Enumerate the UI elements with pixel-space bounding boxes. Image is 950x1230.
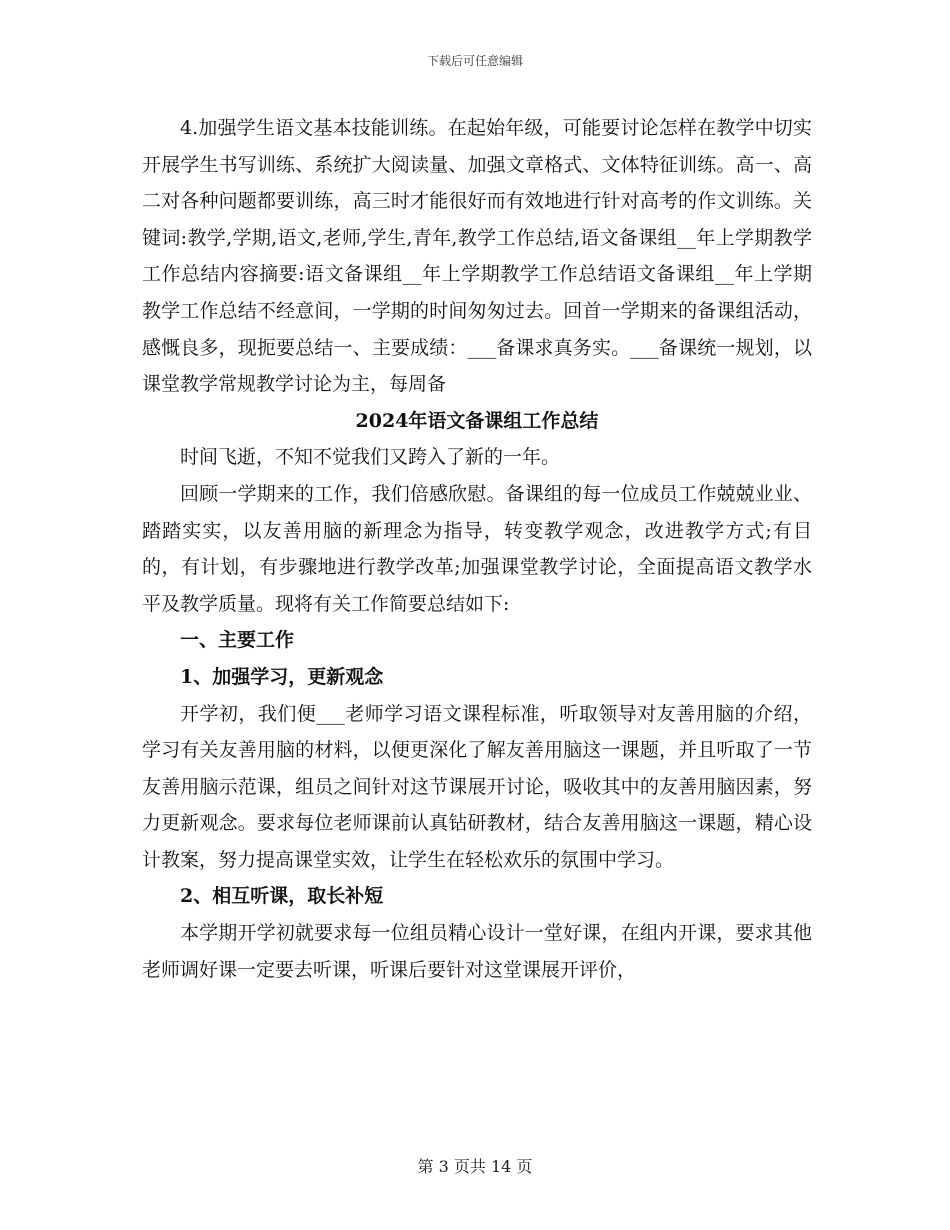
section-heading-main-work: 一、主要工作 — [180, 629, 295, 652]
paragraph-4: 本学期开学初就要求每一位组员精心设计一堂好课，在组内开课，要求其他老师调好课一定要去听课，听课后要针对这堂课展开评价， — [142, 922, 812, 981]
paragraph-3: 开学初，我们便___老师学习语文课程标准，听取领导对友善用脑的介绍，学习有关友善用脑的材料，以便更深化了解友善用脑这一课题，并且听取了一节友善用脑示范课，组员之间针对这节课展开讨论，吸收其中的友善用脑因素，努力更新观念。要求每位老师课前认真钻研教材，结合友善用脑这一课题，精心设计教案，努力提高课堂实效，让学生在轻松欢乐的氛围中学习。 — [142, 702, 812, 871]
paragraph-1: 时间飞逝，不知不觉我们又跨入了新的一年。 — [180, 446, 561, 469]
subsection-heading-2: 2、相互听课，取长补短 — [180, 885, 384, 908]
page-footer: 第 3 页共 14 页 — [417, 1157, 533, 1176]
document-body — [142, 110, 812, 988]
page-header: 下载后可任意编辑 — [426, 54, 523, 68]
paragraph-2: 回顾一学期来的工作，我们倍感欣慰。备课组的每一位成员工作兢兢业业、踏踏实实，以友善用脑的新理念为指导，转变教学观念，改进教学方式;有目的，有计划，有步骤地进行教学改革;加强课堂教学讨论，全面提高语文教学水平及教学质量。现将有关工作简要总结如下: — [142, 482, 812, 615]
document-title: 2024年语文备课组工作总结 — [355, 409, 599, 432]
subsection-heading-1: 1、加强学习，更新观念 — [180, 665, 384, 688]
intro-paragraph: 4.加强学生语文基本技能训练。在起始年级，可能要讨论怎样在教学中切实开展学生书写训练、系统扩大阅读量、加强文章格式、文体特征训练。高一、高二对各种问题都要训练，高三时才能很好而有效地进行针对高考的作文训练。关键词:教学,学期,语文,老师,学生,青年,教学工作总结,语文备课组__年上学期教学工作总结内容摘要:语文备课组__年上学期教学工作总结语文备课组__年上学期教学工作总结不经意间，一学期的时间匆匆过去。回首一学期来的备课组活动，感慨良多，现扼要总结一、主要成绩：___备课求真务实。___备课统一规划，以课堂教学常规教学讨论为主，每周备 — [142, 117, 812, 396]
